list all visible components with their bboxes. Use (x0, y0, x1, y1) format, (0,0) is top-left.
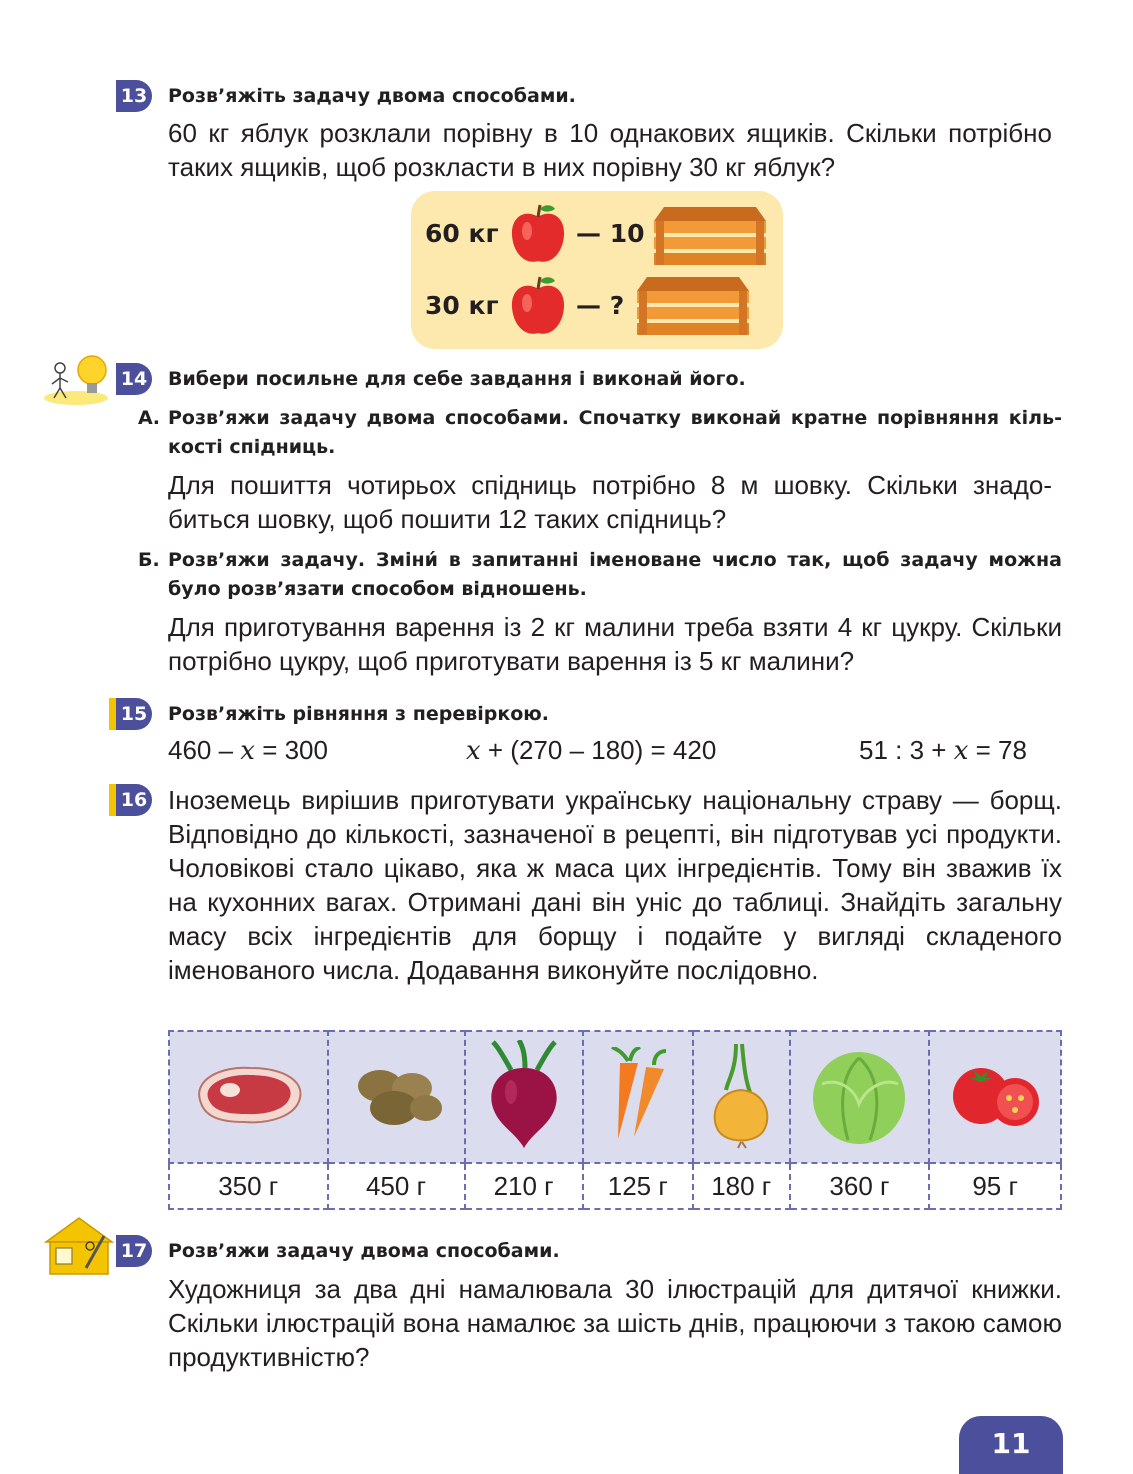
tomato-icon (947, 1060, 1043, 1130)
ingredient-cell (583, 1031, 693, 1163)
task-number-13: 13 (116, 80, 152, 112)
task-14a-text: Для пошиття чотирьох спідниць потрібно 8 м шовку. Скільки знадобиться шовку, щоб пошити 12 таких спідниць? (168, 470, 1052, 534)
potato-icon (346, 1060, 446, 1130)
task-number-14: 14 (116, 363, 152, 395)
equation-3: 51 : 3 + x = 78 (859, 735, 1027, 766)
illus-row2-count: — ? (576, 291, 625, 320)
task-14-instruction: Вибери посильне для себе завдання і виконай його. (168, 368, 746, 390)
equation-2: x + (270 – 180) = 420 (466, 735, 717, 766)
illus-row2-mass: 30 кг (425, 291, 499, 320)
ingredient-cell (465, 1031, 583, 1163)
option-a-instruction-text: Розв’яжи задачу двома способами. Спочатку виконай кратне порівняння кількості спідниць. (168, 407, 1062, 458)
task-number-15: 15 (116, 698, 152, 730)
onion-icon (706, 1040, 776, 1150)
illus-row1-mass: 60 кг (425, 219, 499, 248)
task-17-instruction: Розв’яжи задачу двома способами. (168, 1240, 560, 1262)
ingredient-cell (929, 1031, 1061, 1163)
ingredient-mass: 180 г (693, 1163, 790, 1209)
ingredient-mass: 95 г (929, 1163, 1061, 1209)
ingredient-mass: 125 г (583, 1163, 693, 1209)
task-13-instruction: Розв’яжіть задачу двома способами. (168, 85, 576, 107)
ingredient-mass: 350 г (169, 1163, 328, 1209)
equation-1: 460 – x = 300 (168, 735, 328, 766)
task-14a-instruction (138, 404, 1062, 462)
crate-icon (654, 201, 766, 265)
lightbulb-icon (40, 350, 112, 406)
option-a-label: А. (138, 407, 160, 429)
task-17-text: Художниця за два дні намалювала 30 ілюстрацій для дитячої книжки. Скільки ілюстрацій вона намалює за шість днів, працюючи з такою самою продуктивністю? (168, 1274, 1062, 1372)
apple-icon (507, 275, 569, 339)
task-number-17: 17 (116, 1235, 152, 1267)
task-number-16: 16 (116, 784, 152, 816)
ingredient-mass: 450 г (328, 1163, 465, 1209)
task-14b-instruction (138, 546, 1062, 604)
task-13-text: 60 кг яблук розклали порівну в 10 однакових ящиків. Скільки потрібно таких ящиків, щоб розкласти в них порівну 30 кг яблук? (168, 118, 1052, 182)
task-14b-text: Для приготування варення із 2 кг малини треба взяти 4 кг цукру. Скільки потрібно цукру, щоб приготувати варення із 5 кг малини? (168, 612, 1062, 676)
task-15-instruction: Розв’яжіть рівняння з перевіркою. (168, 703, 549, 725)
ingredient-cell (328, 1031, 465, 1163)
ingredient-mass: 360 г (790, 1163, 930, 1209)
ingredient-cell (790, 1031, 930, 1163)
apples-crates-illustration (411, 191, 783, 349)
ingredient-mass: 210 г (465, 1163, 583, 1209)
beet-icon (481, 1040, 567, 1150)
ingredient-cell (169, 1031, 328, 1163)
apple-icon (507, 203, 569, 267)
option-b-instruction-text: Розв’яжи задачу. Зміни́ в запитанні іменоване число так, щоб задачу можна було розв’язати способом відношень. (168, 549, 1062, 600)
task-16-text: Іноземець вирішив приготувати українську національну страву — борщ. Відповідно до кількості, зазначеної в рецепті, він підготував усі продукти. Чоловікові стало цікаво, яка ж маса цих інгредієнтів. Тому він зважив їх на кухонних вагах. Отримані дані він уніс до таблиці. Знайдіть загальну масу всіх інгредієнтів для борщу і подайте у вигляді складеного іменованого числа. Додавання виконуйте послідовно. (168, 785, 1062, 985)
cabbage-icon (808, 1044, 910, 1146)
option-b-label: Б. (138, 549, 160, 571)
illus-row1-count: — 10 (576, 219, 645, 248)
crate-icon (637, 271, 749, 335)
ingredient-cell (693, 1031, 790, 1163)
house-pencil-icon (44, 1216, 114, 1276)
meat-icon (190, 1060, 306, 1130)
page-number: 11 (959, 1416, 1063, 1474)
carrot-icon (598, 1047, 678, 1143)
ingredients-table (168, 1030, 1062, 1210)
